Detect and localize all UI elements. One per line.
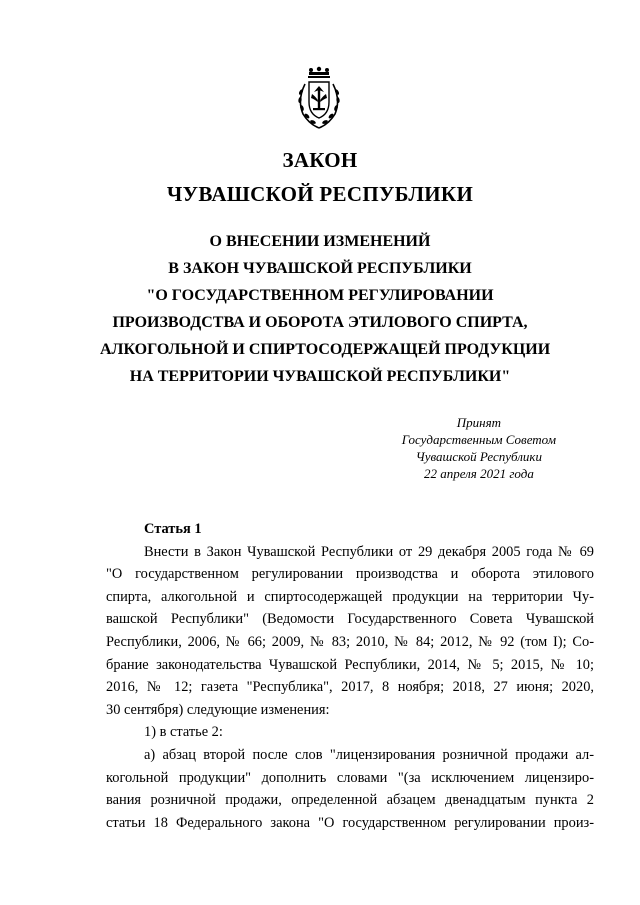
law-title-line: В ЗАКОН ЧУВАШСКОЙ РЕСПУБЛИКИ: [168, 260, 472, 277]
coat-of-arms-emblem: [295, 66, 343, 132]
paragraph-line: 30 сентября) следующие изменения:: [106, 701, 330, 718]
adoption-date: 22 апреля 2021 года: [423, 466, 534, 481]
paragraph-line: 1) в статье 2:: [144, 724, 223, 741]
adoption-republic: Чувашской Республики: [415, 449, 543, 464]
paragraph-line: "О государственном регулировании производства и оборота этилового: [106, 566, 594, 583]
paragraph-line: Республики, 2006, № 66; 2009, № 83; 2010, № 84; 2012, № 92 (том I); Со-: [106, 633, 594, 650]
paragraph-line: вашской Республики" (Ведомости Государственного Совета Чувашской: [106, 611, 594, 628]
law-title-line: НА ТЕРРИТОРИИ ЧУВАШСКОЙ РЕСПУБЛИКИ": [129, 368, 511, 385]
law-title-line: О ВНЕСЕНИИ ИЗМЕНЕНИЙ: [209, 233, 431, 250]
republic-heading: ЧУВАШСКОЙ РЕСПУБЛИКИ: [166, 182, 474, 206]
paragraph-line: а) абзац второй после слов "лицензирования розничной продажи ал-: [144, 746, 594, 763]
paragraph-line: вания розничной продажи, определенной абзацем двенадцатым пункта 2: [106, 792, 594, 809]
law-title-line: "О ГОСУДАРСТВЕННОМ РЕГУЛИРОВАНИИ: [146, 287, 494, 304]
paragraph-line: когольной продукции" дополнить словами "(за исключением лицензиро-: [106, 769, 594, 786]
adoption-status: Принят: [456, 415, 502, 430]
paragraph-line: статьи 18 Федерального закона "О государственном регулировании произ-: [106, 814, 594, 831]
adoption-body: Государственным Советом: [401, 432, 556, 447]
paragraph-line: брание законодательства Чувашской Республики, 2014, № 5; 2015, № 10;: [106, 656, 594, 673]
article-title: Статья 1: [144, 521, 202, 537]
law-title: [100, 228, 551, 390]
law-title-line: АЛКОГОЛЬНОЙ И СПИРТОСОДЕРЖАЩЕЙ ПРОДУКЦИИ: [100, 341, 551, 358]
article-body: [106, 518, 594, 834]
law-heading: ЗАКОН: [282, 148, 358, 172]
law-title-line: ПРОИЗВОДСТВА И ОБОРОТА ЭТИЛОВОГО СПИРТА,: [112, 314, 528, 331]
adoption-note: [402, 414, 556, 482]
paragraph-line: Внести в Закон Чувашской Республики от 29 декабря 2005 года № 69: [144, 543, 594, 560]
paragraph-line: спирта, алкогольной и спиртосодержащей продукции на территории Чу-: [106, 588, 594, 605]
paragraph-line: 2016, № 12; газета "Республика", 2017, 8 ноября; 2018, 27 июня; 2020,: [106, 679, 594, 696]
